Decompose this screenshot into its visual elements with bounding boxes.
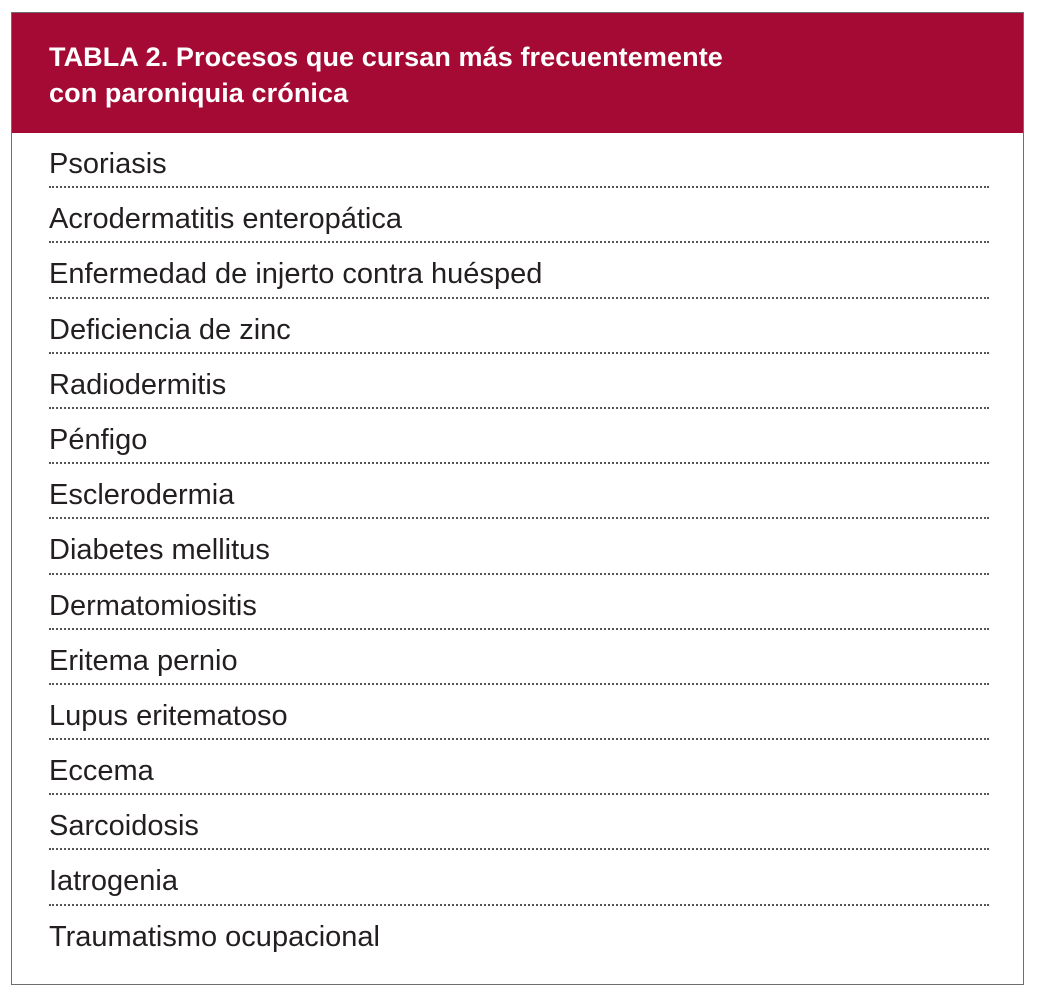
list-item bbox=[49, 575, 989, 630]
list-item-label: Iatrogenia bbox=[49, 865, 178, 898]
table-title bbox=[12, 13, 1023, 133]
list-item bbox=[49, 133, 989, 188]
list-item-label: Traumatismo ocupacional bbox=[49, 920, 380, 953]
list-item bbox=[49, 243, 989, 298]
list-item-label: Sarcoidosis bbox=[49, 810, 199, 843]
list-item bbox=[49, 519, 989, 574]
list-item bbox=[49, 630, 989, 685]
table-body bbox=[12, 133, 1023, 961]
list-item bbox=[49, 850, 989, 905]
list-item-label: Pénfigo bbox=[49, 423, 148, 456]
list-item bbox=[49, 188, 989, 243]
list-item-label: Diabetes mellitus bbox=[49, 534, 270, 567]
list-item bbox=[49, 906, 989, 961]
list-item bbox=[49, 464, 989, 519]
list-item bbox=[49, 795, 989, 850]
list-item-label: Dermatomiositis bbox=[49, 589, 257, 622]
table-title-line-1: TABLA 2. Procesos que cursan más frecuentemente bbox=[49, 42, 723, 72]
table-box bbox=[11, 12, 1024, 985]
list-item bbox=[49, 685, 989, 740]
list-item bbox=[49, 740, 989, 795]
table-title-line-2: con paroniquia crónica bbox=[49, 78, 349, 108]
list-item-label: Lupus eritematoso bbox=[49, 699, 288, 732]
list-item-label: Eritema pernio bbox=[49, 644, 238, 677]
list-item-label: Esclerodermia bbox=[49, 479, 235, 512]
list-item-label: Deficiencia de zinc bbox=[49, 313, 291, 346]
list-item bbox=[49, 354, 989, 409]
list-item bbox=[49, 299, 989, 354]
list-item-label: Eccema bbox=[49, 755, 154, 788]
list-item-label: Radiodermitis bbox=[49, 368, 227, 401]
list-item-label: Psoriasis bbox=[49, 148, 167, 180]
list-item bbox=[49, 409, 989, 464]
list-item-label: Acrodermatitis enteropática bbox=[49, 203, 402, 236]
list-item-label: Enfermedad de injerto contra huésped bbox=[49, 258, 543, 291]
